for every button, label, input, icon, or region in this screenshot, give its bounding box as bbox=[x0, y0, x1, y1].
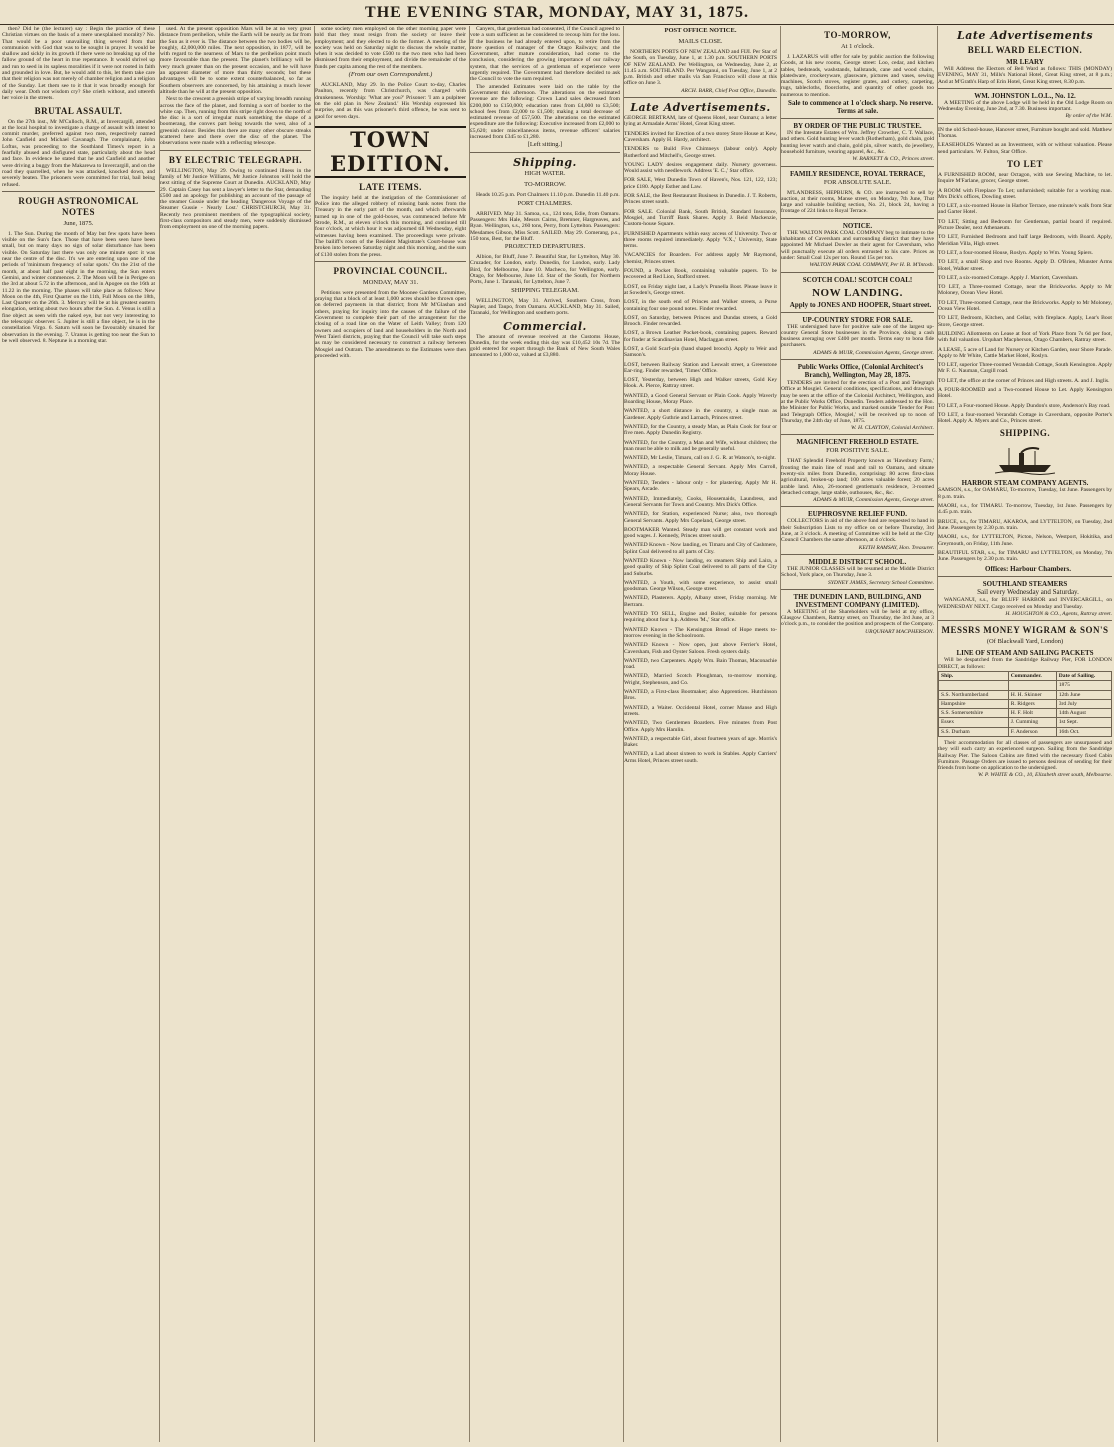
table-header: Commander. bbox=[1008, 671, 1056, 680]
middle-school-sign: SYDNEY JAMES, Secretary School Committee. bbox=[827, 579, 934, 586]
walton-notice-heading: NOTICE. bbox=[842, 221, 873, 230]
to-let-ad-text: TO LET, a Three-roomed Cottage, near the Brickworks. Apply to Mr Moloney, Ocean View Hotel. bbox=[938, 284, 1112, 297]
commercial-text: The amount of revenue received at the Customs House, Dunedin, for the week ending this day was £10,452 10s 7d. The gold entered for export through the Bank of New South Wales amounted to 1,000 oz, valued at £3,880. bbox=[470, 333, 620, 359]
lazarus-terms: Sale to commence at 1 o'clock sharp. No reserve. Terms at sale. bbox=[788, 99, 933, 116]
classified-ad-text: WANTED Known - Now open, just above Ferrier's Hotel, Caversham, Fish and Oyster Saloon. Fresh oysters daily. bbox=[624, 642, 777, 655]
to-let-ad bbox=[938, 284, 1112, 297]
classified-ad-text: WANTED, a Good General Servant or Plain Cook. Apply Waverly Boarding House, Moray Place. bbox=[624, 392, 777, 406]
steamer-ad bbox=[938, 519, 1112, 532]
walton-notice-text: THE WALTON PARK COAL COMPANY beg to intimate to the inhabitants of Caversham and surrounding district that they have appointed Mr Michael Dowler as their agent for Caversham, who will punctually execute all orders entrusted to his care. Prices as under: Small Coal 12s per ton. Round 15s per ton. bbox=[781, 229, 934, 261]
dunedin-land-sign: URQUHART MACPHERSON. bbox=[865, 628, 934, 635]
classified-ad-text: WANTED, a Youth, with some experience, to assist small goodsman. George Wilson, George street. bbox=[624, 579, 777, 593]
to-let-ad-text: TO LET, Bedroom, Kitchen, and Cellar, with fireplace. Apply, Lear's Boot Store, George street. bbox=[938, 315, 1112, 328]
classified-ad-text: FOR SALE. Colonial Bank, South British, Standard Insurance, Mosgiel, and Turriff Bank Shares. Apply J. Reid Mackenzie, Custom-house Square. bbox=[624, 208, 777, 228]
upcountry-store-text: THE undersigned have for positive sale one of the largest up-country General Store businesses in the Province, doing a cash business averaging over £400 per month. Terms easy to bona fide purchasers. bbox=[781, 323, 934, 349]
classified-ad bbox=[624, 115, 777, 128]
to-let-ad-text: TO LET, a small Shop and two Rooms. Apply D. O'Brien, Munster Arms Hotel, Walker street. bbox=[938, 259, 1112, 272]
column-1 bbox=[2, 26, 155, 1442]
table-cell: 14th August bbox=[1056, 709, 1111, 718]
to-let-ad bbox=[938, 172, 1112, 185]
to-let-ad-text: TO LET, a six-roomed Cottage. Apply J. Marriott, Caversham. bbox=[938, 274, 1079, 281]
classified-ad bbox=[624, 362, 777, 375]
steamer-ad bbox=[938, 534, 1112, 547]
table-cell: 12th June bbox=[1056, 690, 1111, 699]
divider bbox=[160, 150, 311, 151]
upcountry-store-sign: ADAMS & MUIR, Commission Agents, George street. bbox=[813, 349, 934, 356]
classified-ad bbox=[624, 162, 777, 175]
classified-ad bbox=[624, 330, 777, 343]
shipping-heading-2: SHIPPING. bbox=[999, 428, 1051, 439]
classified-ad-text: YOUNG LADY desires engagement daily. Nursery governess. Would assist with needlework. Address 'E. C.,' Star office. bbox=[624, 161, 777, 175]
classified-ad-text: WANTED, Immediately, Cooks, Housemaids, Laundress, and General Servants for Town and Country. Mrs Dick's Office. bbox=[624, 495, 777, 508]
steamer-ad-text: MAORI, s.s., for LYTTELTON, Picton, Nelson, Westport, Hokitika, and Greymouth, on Friday, 11th June. bbox=[938, 534, 1112, 547]
to-let-ad-text: A ROOM with Fireplace To Let; unfurnished; suitable for a working man. Mrs Dick's offices, Dowling street. bbox=[938, 187, 1112, 200]
classified-ad-text: WANTED, for the Country, a Man and Wife, without children; the man must be able to milk and be generally useful. bbox=[624, 439, 777, 452]
classified-ad bbox=[624, 542, 777, 555]
classified-ad-text: WANTED, Married Scotch Ploughman, to-morrow morning. Wright, Stephenson, and Co. bbox=[624, 673, 777, 686]
classified-ad-text: IN the old School-house, Hanover street, Furniture bought and sold. Matthew Thomas. bbox=[938, 126, 1112, 140]
family-residence-heading: FAMILY RESIDENCE, ROYAL TERRACE, bbox=[790, 169, 925, 178]
divider bbox=[938, 576, 1112, 577]
classified-ad bbox=[624, 346, 777, 359]
table-cell: R. Ridgers bbox=[1008, 699, 1056, 708]
classified-ad bbox=[624, 424, 777, 437]
port-chalmers-heading: PORT CHALMERS. bbox=[517, 199, 573, 207]
freehold-estate-sub: FOR POSITIVE SALE. bbox=[826, 447, 889, 455]
family-residence-sub: FOR ABSOLUTE SALE. bbox=[823, 178, 892, 186]
schedule-year: 1875 bbox=[1056, 681, 1111, 690]
table-cell: 16th Oct. bbox=[1056, 727, 1111, 736]
classified-ad bbox=[624, 705, 777, 718]
table-cell: H. F. Holt bbox=[1008, 709, 1056, 718]
classified-ad-text: LEASEHOLDS Wanted as an Investment, with or without valuation. Please send particulars. W. Fulton, Star Office. bbox=[938, 142, 1112, 155]
harbor-steam-list bbox=[938, 487, 1112, 562]
classified-ad bbox=[624, 511, 777, 524]
classified-ad-text: WANTED, a Waiter. Occidental Hotel, corner Manse and High streets. bbox=[624, 704, 777, 717]
auction-date: TO-MORROW, bbox=[824, 30, 891, 40]
divider bbox=[781, 554, 934, 555]
walton-notice-sign: WALTON PARK COAL COMPANY, Per H. B. M'Intosh. bbox=[809, 262, 934, 269]
dunedin-land-text: A MEETING of the Shareholders will be held at my office, Glasgow Chambers, Rattray street, on Thursday, the 3rd June, at 3 o'clock p.m., to consider the position and prospects of the Company. bbox=[781, 608, 934, 628]
classified-ad-text: TENDERS to Build Five Chimneys (labour only). Apply Rutherford and Mitchell's, George street. bbox=[624, 146, 777, 159]
to-let-ad bbox=[938, 412, 1112, 425]
projected-departures-heading: PROJECTED DEPARTURES. bbox=[504, 243, 586, 251]
line-heading: LINE OF STEAM AND SAILING PACKETS bbox=[956, 649, 1094, 658]
to-let-ad bbox=[938, 219, 1112, 232]
classified-ad bbox=[624, 284, 777, 297]
classified-ad bbox=[624, 408, 777, 421]
to-let-list bbox=[938, 172, 1112, 425]
dunedin-land-heading: THE DUNEDIN LAND, BUILDING, AND INVESTMENT COMPANY (LIMITED). bbox=[793, 592, 922, 609]
classified-ad-text: WANTED, Tenders - labour only - for plastering. Apply Mr H. Spears, Arcade. bbox=[624, 480, 777, 493]
masthead-title: THE EVENING STAR, MONDAY, MAY 31, 1875. bbox=[365, 4, 749, 21]
classified-ad bbox=[624, 464, 777, 477]
classified-ad bbox=[624, 673, 777, 686]
column-4 bbox=[469, 26, 620, 1442]
to-let-ad bbox=[938, 234, 1112, 247]
town-edition-heading: TOWN EDITION. bbox=[315, 126, 466, 178]
to-let-ad-text: TO LET, a four-roomed House, Roslyn. Apply to Wm. Young Spiers. bbox=[938, 249, 1093, 256]
to-let-ad-text: TO LET, Sitting and Bedroom for Gentleman, partial board if required. Picture Dealer, next Athenaeum. bbox=[938, 218, 1112, 232]
scotch-coal-heading: SCOTCH COAL! SCOTCH COAL! bbox=[802, 275, 913, 284]
divider bbox=[624, 97, 777, 98]
classified-ad-text: FOUND, a Pocket Book, containing valuable papers. To be recovered at Red Lion, Stafford street. bbox=[624, 268, 777, 281]
middle-school-heading: MIDDLE DISTRICT SCHOOL. bbox=[808, 557, 907, 566]
classified-ad-text: WANTED, a Lad about sixteen to work in Stables. Apply Carriers' Arms Hotel, Princes street south. bbox=[624, 751, 777, 764]
classified-ad bbox=[624, 627, 777, 640]
classified-ad-text: LOST, a Gold Scarf-pin (hand shaped brooch). Apply to Weir and Samson's. bbox=[624, 345, 777, 359]
port-chalmers-text: ARRIVED. May 31. Samoa, s.s., 124 tons, Edie, from Oamaru. Passengers: Mrs Hale, Messrs Cairns, Bremner, Hargreaves, and Ryan. Wellington, s.s., 260 tons, Perry, from Lyttelton. Passengers: Mesdames Gibson, Miss Scott. SAILED. May 29. Comerang, p.s., 150 tons, Best, for the Bluff. bbox=[470, 210, 620, 242]
public-works-text: TENDERS are invited for the erection of a Post and Telegraph Office at Mosgiel. General conditions, specifications, and drawings may be seen at the office of the Colonial Architect, Wellington, and at the Public Works Office, Dunedin. Tenders addressed to the Hon. the Minister for Public Works, and marked outside 'Tender for Post and Telegraph Office, Mosgiel,' will be received up to noon of Thursday, the 24th day of June, 1875. bbox=[781, 380, 934, 424]
auckland-news: AUCKLAND, May 29. In the Police Court to-day, Charles Paulton, recently from Christchurch, was charged with drunkenness. Worship: 'What are you?' Prisoner: 'I am a pulpiteer on the old plan in New Zealand.' His Worship expressed his surprise, and as this was prisoner's third offence, he was sent to gaol for seven days. bbox=[315, 82, 466, 120]
classified-ad-text: WANTED, Plasterers. Apply, Albany street, Friday morning. Mr Bertram. bbox=[624, 595, 777, 608]
brutal-assault-heading: BRUTAL ASSAULT. bbox=[34, 105, 123, 116]
brutal-assault-text: On the 27th inst., Mr M'Culloch, R.M., at Invercargill, attended at the local hospital to investigate a charge of assault with intent to commit murder, preferred against two men, respectively named John Canfield and Michael Cavanagh. The complainant, John Loftus, was proceeding to the Southland Times's report in a fearfully abused and disfigured state, particularly about the head and face. In evidence he stated that he and Canfield and another were driving a buggy from the Makarewa to Invercargill, and on the road they quarrelled, when he was attacked, knocked down, and severely beaten. The prisoners were committed for trial, bail being refused. bbox=[2, 118, 155, 188]
council-article-a: Canyers, that gentleman had consented, if the Council agreed to vote a sum sufficient as he considered to recoup him for the loss. If the business he had already entered upon, to retire from the more question of manager of the Otago Railways; and the Government, after mature consideration, had come to the conclusion, considering the growing importance of our railway system, that the services of a gentleman of experience were urgently required. The Government had therefore decided to ask the Council to vote the sum required. bbox=[470, 26, 620, 83]
classified-ad bbox=[624, 393, 777, 406]
classified-ad bbox=[624, 480, 777, 493]
southland-text: Sail every Wednesday and Saturday. bbox=[977, 588, 1079, 597]
lazarus-auction-text: J. LAZARUS will offer for sale by public auction the following Goods, at his new rooms, George street: Loo, cedar, and kitchen tables, bedsteads, washstands, hallstands, cane and wood chairs, platedware, crockeryware, glassware, pictures and vases, sewing machines, Scotch stoves, register grates, and cutlery, carpeting, rugs, tablecloths, floorcloths, and quantity of other goods too numerous to mention. bbox=[781, 54, 934, 98]
mars-article-a: used. At the present opposition Mars will be at no very great distance from perihelion, while the Earth will be nearly as far from the Sun as it ever is. The distance between the two bodies will be, roughly, 42,000,000 miles. The next opposition, in 1877, will be with regard to the nearness of Mars to the perihelion point much more favourable than the present. The planet's brilliancy will be very much greater than on the present occasion, and he will have an apparent diameter of more than thirty seconds; but these advantages will be to some extent counterbalanced, so far as Southern observers are concerned, by his attaining a much lower altitude than he will at the present opposition. bbox=[160, 26, 311, 95]
post-office-text: NORTHERN PORTS OF NEW ZEALAND and FIJI. Per Star of the South, on Tuesday, June 1, at 1.30 p.m. SOUTHERN PORTS OF NEW ZEALAND. Per Wellington, on Wednesday, June 2, at 11.45 a.m. SOUTHLAND. Per Wanganui, on Tuesday, June 1, at 2 p.m. British and other mails via San Francisco will close at this office on June 3. bbox=[624, 49, 777, 87]
money-wigram-text: Their accommodation for all classes of passengers are unsurpassed and they will each carry an experienced surgeon. Sailing from the Sandridge Railway Pier. The Saloon Cabins are fitted with the necessary fixed Cabin Furniture. Passage Orders are issued to persons desirous of sending for their friends from home on application to the undersigned. bbox=[938, 740, 1112, 772]
euphrosyne-sign: KEITH RAMSAY, Hon. Treasurer. bbox=[858, 544, 934, 551]
classified-ad bbox=[624, 527, 777, 540]
to-let-ad-text: TO LET, a six-roomed House in Harbor Terrace, one minute's walk from Star and Garter Hotel. bbox=[938, 203, 1112, 216]
classified-ad bbox=[624, 455, 777, 461]
classified-ad-text: WANTED, for the Country, a steady Man, as Plain Cook for four or five men. Apply Dunedin Registry. bbox=[624, 423, 777, 437]
column-2 bbox=[159, 26, 311, 1442]
astronomical-notes-date: June, 1875. bbox=[63, 219, 94, 227]
harbor-steam-heading: HARBOR STEAM COMPANY AGENTS. bbox=[961, 479, 1089, 488]
shipping-telegram-text: WELLINGTON, May 31. Arrived, Southern Cross, from Napier, and Taupo, from Oamaru. AUCKLAND, May 31. Sailed, Taranaki, for Wellington and southern ports. bbox=[470, 297, 620, 317]
to-let-ad bbox=[938, 387, 1112, 400]
classified-ad-text: WANTED, a First-class Bootmaker; also Apprentices. Hutchinson Bros. bbox=[624, 689, 777, 702]
society-article: some society men employed on the other morning paper were told that they must resign from the society or leave their employment; and they elected to do the former. A meeting of the society was held on Saturday night to discuss the whole matter, when it was decided to vote £500 to the two men who had been dismissed from their employment, and divide the remainder of the funds per capita among the rest of the members. bbox=[315, 26, 466, 70]
freehold-estate-sign: ADAMS & MUIR, Commission Agents, George street. bbox=[813, 497, 934, 504]
classified-ad-text: WANTED, a short distance in the country, a single man as Gardener. Apply Guthrie and Larnach, Princes street. bbox=[624, 408, 777, 421]
money-wigram-sub: (Of Blackwall Yard, London) bbox=[986, 638, 1064, 646]
to-let-ad bbox=[938, 188, 1112, 201]
leary-text: Will Address the Electors of Bell Ward as follows: THIS (MONDAY) EVENING, MAY 31, Mills's National Hotel, Great King street, at 8 p.m.; And at M'Grath's Harp of Erin Hotel, Great King street, 8.30 p.m. bbox=[938, 66, 1112, 85]
column-6 bbox=[780, 26, 934, 1442]
classified-ad bbox=[624, 611, 777, 624]
mars-article-b: Next to the crescent a greenish stripe of varying breadth running across the face of the planet, and forming a sort of border to the white cap. Then, running from this stripe right down to the north of the disc is a sort of irregular mark something the shape of a boomerang, the convex part being towards the west, also of a greenish colour. Besides this there are many other obscure streaks scattered here and there over the disc of the planet. The observations were made with a reflecting telescope. bbox=[160, 96, 311, 147]
classified-ad-text: WANTED, for Station, experienced Nurse; also, two thorough General Servants. Apply Mrs Copeland, George street. bbox=[624, 511, 777, 524]
classified-ad bbox=[624, 299, 777, 312]
post-office-sign: ARCH. BARR, Chief Post Office, Dunedin. bbox=[681, 87, 777, 94]
euphrosyne-heading: EUPHROSYNE RELIEF FUND. bbox=[807, 510, 908, 519]
to-let-ad bbox=[938, 378, 1112, 384]
high-water-times: Heads 10.25 p.m. Port Chalmers 11.10 p.m. Dunedin 11.40 p.m. bbox=[476, 192, 620, 199]
money-wigram-heading: MESSRS MONEY WIGRAM & SON'S bbox=[941, 625, 1109, 636]
divider bbox=[781, 506, 934, 507]
table-cell: J. Cumming bbox=[1008, 718, 1056, 727]
classified-ad bbox=[624, 736, 777, 749]
columns bbox=[0, 26, 1114, 1447]
divider bbox=[781, 359, 934, 360]
divider bbox=[781, 166, 934, 167]
classified-ad bbox=[624, 642, 777, 655]
divider bbox=[781, 589, 934, 590]
classified-ad bbox=[624, 377, 777, 390]
classified-ad bbox=[624, 440, 777, 453]
steamship-icon bbox=[995, 443, 1055, 475]
classified-ad-text: WANTED, two Carpenters. Apply Wm. Bain Thomas, Maconachie road. bbox=[624, 657, 777, 671]
classified-ads-list bbox=[624, 115, 777, 764]
column-7 bbox=[937, 26, 1112, 1442]
high-water-heading: HIGH WATER. bbox=[524, 170, 566, 178]
to-let-ad bbox=[938, 250, 1112, 256]
classified-ad-text: WANTED Known - Now landing, ex Timaru and City of Cashmere, Splint Coal delivered to all parts of City. bbox=[624, 542, 777, 555]
column-3 bbox=[314, 26, 466, 1442]
late-items-text: The inquiry held at the instigation of the Commissioner of Police into the alleged robbery of missing bank notes from the Treasury in the early part of the month, and which afterwards turned up in one of the gold-boxes, was commenced before Mr Strode, R.M., at eleven o'clock this morning, and continued till four o'clock, at which hour it was adjourned till Wednesday, eight witnesses having been examined. The proceedings were private. The bailiff's room of the Resident Magistrate's Court-house was broken into between Saturday night and this morning, and the sum of £130 stolen from the press. bbox=[315, 194, 466, 258]
freehold-estate-heading: MAGNIFICENT FREEHOLD ESTATE. bbox=[796, 438, 919, 447]
divider bbox=[938, 123, 1112, 124]
late-advertisements-heading: Late Advertisements. bbox=[630, 101, 771, 115]
table-cell: H. H. Skinner bbox=[1008, 690, 1056, 699]
sailing-schedule-rows bbox=[939, 681, 1112, 737]
to-let-ad-text: TO LET, the office at the corner of Princes and High streets. A. and J. Inglis. bbox=[938, 377, 1110, 384]
provincial-council-text: Petitions were presented from the Moonee Gardens Committee, praying that a block of at least 1,000 acres should be thrown open on deferred payments in that district; from Mr M'Glashan and others, praying for inquiry into the causes of the failure of the Government to complete their part of the arrangement for the closing of a road line on the Water of Leith Valley; from 120 owners and occupiers of land and householders in the North and West Taieri districts, praying that the Council will take such steps as may be considered necessary to construct a railway between Mosgiel and Outram. The amendments to the Estimates were then proceeded with. bbox=[315, 289, 466, 359]
classified-ad-text: TENDERS invited for Erection of a two storey Store House at Kew, Caversham. Apply H. Hardy, architect. bbox=[624, 130, 777, 143]
classified-ad-text: FOR SALE, the Best Restaurant Business in Dunedin. J. T. Roberts, Princes street south. bbox=[624, 193, 777, 206]
provincial-council-heading: PROVINCIAL COUNCIL. bbox=[333, 265, 448, 276]
table-row bbox=[939, 699, 1112, 708]
wanganui-text: WANGANUI, s.s., for BLUFF HARBOR and INVERCARGILL, on WEDNESDAY NEXT. Cargo received on Monday and Tuesday. bbox=[938, 597, 1112, 610]
table-cell: S.S. Somersetshire bbox=[939, 709, 1009, 718]
table-row bbox=[939, 690, 1112, 699]
to-let-ad bbox=[938, 203, 1112, 216]
southland-heading: SOUTHLAND STEAMERS bbox=[982, 580, 1068, 589]
classified-ad-text: GEORGE BERTRAM, late of Queens Hotel, near Oamaru; a letter lying at Armadale Arms' Hotel, Great King street. bbox=[624, 115, 777, 128]
public-trustee-heading: BY ORDER OF THE PUBLIC TRUSTEE. bbox=[793, 122, 922, 131]
divider bbox=[781, 312, 934, 313]
middle-school-text: THE JUNIOR CLASSES will be resumed at the Middle District School, York place, on Thursday, June 3. bbox=[781, 565, 934, 579]
classified-ad bbox=[624, 751, 777, 764]
table-cell: Hampshire bbox=[939, 699, 1009, 708]
classified-ad bbox=[624, 209, 777, 228]
money-wigram-sign: W. P. WHITE & CO., 10, Elizabeth street south, Melbourne. bbox=[977, 772, 1112, 779]
classified-ad bbox=[624, 177, 777, 190]
to-let-heading: TO LET bbox=[1006, 158, 1044, 169]
table-row bbox=[939, 709, 1112, 718]
classified-ad-text: FURNISHED Apartments within easy access of University. Two or three rooms required immediately. Apply 'V.X.,' University, State terms. bbox=[624, 230, 777, 250]
classified-ad-text: WANTED, Two Gentlemen Boarders. Five minutes from Post Office. Apply Mrs Hamlin. bbox=[624, 720, 777, 733]
classified-ad-text: LOST, Yesterday, between High and Walker streets, Gold Key Hook. A. Pierce, Rattray street. bbox=[624, 377, 777, 390]
classified-ad-text: VACANCIES for Boarders. For address apply Mr Raymond, chemist, Princes street. bbox=[624, 252, 777, 265]
now-landing-heading: NOW LANDING. bbox=[812, 286, 903, 299]
upcountry-store-heading: UP-COUNTRY STORE FOR SALE. bbox=[802, 315, 913, 324]
classified-ad bbox=[624, 580, 777, 593]
public-trustee-text: IN the Intestate Estates of Wm. Jeffrey Crowther, C. T. Wallace, and others. Gold hunting lever watch (Rotherham), gold chain, gold hunting lever watch and chain, gold pin, silver watch, do jewellery, household furniture, wearing apparel, &c., &c. bbox=[781, 130, 934, 155]
to-let-ad-text: A LEASE, 5 acre of Land for Nursery or Kitchen Garden, near Shore Parade. Apply to Mr White, Cattle Market Hotel, Roslyn. bbox=[938, 346, 1112, 359]
classified-ad bbox=[938, 127, 1112, 140]
freehold-estate-text: THAT Splendid Freehold Property known as 'Hawsbury Farm,' fronting the main line of road and rail to Oamaru, and situate twenty-six miles from Dunedin, comprising: 80 acres first-class agricultural, broken-up land; 100 acres valuable forest; 20 acres arable land. Also, 26-roomed gentleman's residence, 3-roomed detached cottage, large stable, outhouses, &c., &c. bbox=[781, 458, 934, 496]
classified-ad bbox=[624, 146, 777, 159]
to-let-ad-text: TO LET, a four-roomed Verandah Cottage in Caversham, opposite Porter's Hotel. Apply A. Myers and Co., Princes street. bbox=[938, 411, 1112, 425]
divider bbox=[315, 261, 466, 262]
to-let-ad-text: TO LET, Three-roomed Cottage, near the Brickworks. Apply to Mr Moloney, Ocean View Hotel. bbox=[938, 299, 1112, 313]
divider bbox=[2, 191, 155, 192]
divider bbox=[938, 620, 1112, 621]
to-let-ad-text: BUILDING Allotments on Lease at foot of York Place from 7s 6d per foot, with full valuation. Urquhart Macpherson, Otago Chambers, Rattray street. bbox=[938, 330, 1112, 344]
to-let-ad-text: TO LET, superior Three-roomed Verandah Cottage, South Kensington. Apply Mr F. G. Nauman, Cargill road. bbox=[938, 362, 1112, 375]
steamer-ad-text: SAMSON, s.s., for OAMARU, To-morrow, Tuesday, 1st June. Passengers by 8 p.m. train. bbox=[938, 487, 1112, 500]
to-let-ad-text: TO LET, Furnished Bedroom and half large Bedroom, with Board. Apply, Meridian Villa, High street. bbox=[938, 234, 1112, 247]
mails-close-heading: MAILS CLOSE. bbox=[678, 38, 723, 45]
divider bbox=[781, 272, 934, 273]
astronomical-notes-heading: ROUGH ASTRONOMICAL NOTES bbox=[18, 195, 139, 217]
shipping-heading: Shipping. bbox=[513, 156, 577, 170]
public-works-heading: Public Works Office, (Colonial Architect's Branch), Wellington, May 28, 1875. bbox=[797, 363, 924, 380]
high-water-sub: TO-MORROW. bbox=[524, 181, 566, 189]
classified-ad-text: LOST, a Brown Leather Pocket-book, containing papers. Reward for finder at Scandinavian Hotel, Maclaggan street. bbox=[624, 330, 777, 343]
steamer-ad-text: BEAUTIFUL STAR, s.s., for TIMARU and LYTTELTON, on Monday, 7th June. Passengers by 2.30 p.m. train. bbox=[938, 549, 1112, 563]
table-header: Ship. bbox=[939, 671, 1009, 680]
table-row bbox=[939, 727, 1112, 736]
classified-ad-text: WANTED TO SELL, Engine and Boiler, suitable for persons requiring about four h.p. Address 'M.,' Star office. bbox=[624, 611, 777, 624]
classified-ad-text: BOOTMAKER Wanted. Steady man will get constant work and good wages. J. Kennedy, Princes street south. bbox=[624, 526, 777, 540]
line-text: Will be despatched from the Sandridge Railway Pier, FOR LONDON DIRECT, as follows: bbox=[938, 657, 1112, 670]
classified-ad-text: WANTED, a respectable Girl, about fourteen years of age. Morris's Baker. bbox=[624, 735, 777, 749]
column-5 bbox=[623, 26, 777, 1442]
classified-ad bbox=[624, 131, 777, 144]
table-cell: S.S. Northumberland bbox=[939, 690, 1009, 699]
commercial-heading: Commercial. bbox=[503, 319, 587, 333]
electric-telegraph-text: WELLINGTON, May 29. Owing to continued illness in the family of Mr Justice Williams, Mr Justice Johnston will hold the next sitting of the Supreme Court at Dunedin. AUCKLAND, May 29. Captain Casey has sent a lawyer's letter to the Star, demanding £500 and an apology for publishing an account of the passage of the steamer Gussie under the heading 'Dangerous Voyage of the Steamer Gussie - Nearly Lost.' CHRISTCHURCH, May 31. Recently two prominent members of the typographical society, first-class compositors and steady men, were suddenly dismissed from employment on one of the morning papers. bbox=[160, 167, 311, 231]
table-header: Date of Sailing. bbox=[1056, 671, 1111, 680]
to-let-ad bbox=[938, 403, 1112, 409]
provincial-council-date: MONDAY, MAY 31. bbox=[362, 278, 419, 286]
table-cell: 1st Sept. bbox=[1056, 718, 1111, 727]
to-let-ad-text: A FOUR-ROOMED and a Two-roomed House to Let. Apply Kensington Hotel. bbox=[938, 386, 1112, 400]
late-items-heading: LATE ITEMS. bbox=[359, 181, 422, 192]
left-sitting: [Left sitting.] bbox=[527, 141, 563, 149]
projected-departures-text: Albion, for Bluff, June 7. Beautiful Star, for Lyttelton, May 30. Cruzader, for London, early. Dunedin, for London, early. Lady Bird, for Melbourne, June 10. Macheco, for Wellington, early. Otago, for Melbourne, June 14. Star of the South, for Northern Ports, June 1. Taranaki, for Lyttelton, June 7. bbox=[470, 254, 620, 286]
shipping-telegram-heading: SHIPPING TELEGRAM. bbox=[511, 286, 579, 294]
euphrosyne-text: COLLECTORS in aid of the above fund are requested to hand in their Subscription Lists to my office on or before Thursday, 3rd June, at 3 o'clock. A meeting of Committee will be held at the City Council Chambers the same afternoon, at 4 o'clock. bbox=[781, 518, 934, 544]
late-advertisements-heading-2: Late Advertisements bbox=[956, 29, 1094, 42]
classified-ad bbox=[624, 720, 777, 733]
divider bbox=[470, 152, 620, 153]
divider bbox=[781, 118, 934, 119]
classified-ad bbox=[624, 193, 777, 206]
classified-ad bbox=[624, 268, 777, 281]
steamer-ad-text: MAORI, s.s., for TIMARU. To-morrow, Tuesday, 1st June. Passengers by 4.45 p.m. train. bbox=[938, 503, 1112, 516]
classified-ad bbox=[624, 558, 777, 577]
classified-ad-text: FOR SALE, West Dunedin Town of Haven's, Nos. 121, 122, 123; price £180. Apply Esther and Law. bbox=[624, 177, 777, 190]
table-cell: Essex bbox=[939, 718, 1009, 727]
classified-ad bbox=[624, 496, 777, 509]
classified-ad-text: WANTED Known - Now landing, ex steamers Ship and Laira, a good quality of Ship Splint Coal delivered to all parts of the City and Suburbs. bbox=[624, 558, 777, 577]
table-cell: S.S. Durham bbox=[939, 727, 1009, 736]
to-let-ad bbox=[938, 300, 1112, 313]
steamer-ad bbox=[938, 550, 1112, 563]
table-row bbox=[939, 718, 1112, 727]
to-let-ad bbox=[938, 259, 1112, 272]
jones-hooper-text: Apply to JONES AND HOOPER, Stuart street. bbox=[789, 300, 932, 309]
classified-ad bbox=[624, 315, 777, 328]
to-let-ad bbox=[938, 347, 1112, 360]
harbor-steam-sign: Offices: Harbour Chambers. bbox=[985, 565, 1071, 574]
misc-ads-list bbox=[938, 127, 1112, 155]
classified-ad-text: WANTED, Mr Leslie, Timaru, call on J. G. R. at Watson's, to-night. bbox=[624, 455, 776, 462]
houghton-sign: H. HOUGHTON & CO., Agents, Rattray street. bbox=[1005, 611, 1112, 618]
classified-ad bbox=[624, 689, 777, 702]
divider bbox=[938, 88, 1112, 89]
sailing-schedule-table bbox=[938, 671, 1112, 737]
classified-ad bbox=[624, 595, 777, 608]
electric-telegraph-heading: BY ELECTRIC TELEGRAPH. bbox=[168, 154, 303, 165]
to-let-ad-text: A FURNISHED ROOM, near Octagon, with use Sewing Machine, to let. Inquire M'Farlane, grocer, George street. bbox=[938, 171, 1112, 185]
astronomical-notes-text: 1. The Sun. During the month of May but few spots have been visible on the Sun's face. Those that have been seen have been small, but on many days no sign of solar disturbance has been visible. On Saturday last there was only one minute spot: it was near the centre of the disc. It's we are entering upon one of the periods of 'minimum frequency of solar spots.' On the 21st of the month, at about half past eight in the morning, the Sun enters Gemini, and winter commences. 2. The Moon will be in Perigee on the 3rd at about 5.72 in the afternoon, and in Apogee on the 16th at 11.22 in the morning. The phases will take place as follows: New Moon on the 4th, First Quarter on the 11th, Full Moon on the 18th, Last Quarter on the 26th. 3. Mercury will be at his greatest eastern elongation, setting about two hours after the Sun. 4. Venus is still a fine object as seen with the naked eye, but not very interesting to the telescopic observer. 5. Jupiter is still a fine object, he is in the constellation Virgo. 6. Saturn will soon be favourably situated for observation in the evening. 7. Uranus is getting too near the Sun to be well observed. 8. Neptune is a morning star. bbox=[2, 230, 155, 344]
auction-time: At 1 o'clock. bbox=[840, 43, 875, 50]
steamer-ad bbox=[938, 487, 1112, 500]
classified-ad bbox=[938, 142, 1112, 155]
classified-ad-text: WANTED Known - The Kensington Bread of Hope meets to-morrow evening in the Schoolroom. bbox=[624, 626, 777, 639]
classified-ad bbox=[624, 231, 777, 250]
classified-ad-text: LOST, on Friday night last, a Lady's Prunella Boot. Please leave it at Sowden's, George street. bbox=[624, 283, 777, 296]
leary-name: MR LEARY bbox=[1006, 58, 1044, 66]
table-cell: 3rd July bbox=[1056, 699, 1111, 708]
classified-ad bbox=[624, 658, 777, 671]
bell-ward-heading: BELL WARD ELECTION. bbox=[967, 45, 1083, 55]
lodge-sign: By order of the W.M. bbox=[1065, 113, 1112, 120]
classified-ad bbox=[624, 252, 777, 265]
post-office-heading: POST OFFICE NOTICE. bbox=[664, 27, 737, 34]
lodge-heading: WM. JOHNSTON L.O.L., No. 12. bbox=[974, 91, 1076, 100]
steamer-ad-text: BRUCE, s.s., for TIMARU, AKAROA, and LYTTELTON, on Tuesday, 2nd June. Passengers by 2.30 p.m. train. bbox=[938, 518, 1112, 531]
council-article-b: The amended Estimates were laid on the table by the Government this afternoon. The alterations on the estimated revenue are the following: Crown Land sales decreased from £200,000 to £150,000; education rates from £4,000 to £3,500; school fees from £2,000 to £1,500; making a total decrease of estimated revenue of £57,500. The alterations on the estimated expenditure are the following: Executive increased from £2,000 to £5,620; under miscellaneous items, revenue officers' salaries increased from £345 to £1,280. bbox=[470, 83, 620, 141]
article-continuation: then? Did he (the lecturer) say : Begin the practice of these Christian virtues on the basis of a mere unexplained morality? No. That would be a poor unavailing thing severed from that communion with God that was to be sought in prayer. It would be shallow and sickly in its growth if there were no breaking up of the fallow ground of the heart in true repentance. It would shrivel up and run to seed in its sapless moralities if it were not rooted in faith and grounded in love. But, he would add to this, let them take care that their religion was not merely of chamber religion and a religion of the Sunday. Let them see to it that it was broadly enough for daily wear. Doth not wisdom cry? She crieth without, and uttereth her voice in the streets. bbox=[2, 26, 155, 102]
table-cell: F. Anderson bbox=[1008, 727, 1056, 736]
to-let-ad bbox=[938, 331, 1112, 344]
classified-ad-text: LOST, in the south end of Princes and Walker streets, a Purse containing four one pound notes. Finder rewarded. bbox=[624, 299, 777, 312]
public-works-sign: W. H. CLAYTON, Colonial Architect. bbox=[851, 425, 934, 432]
classified-ad-text: LOST, between Railway Station and Leswalt street, a Greenstone Ear-ring. Finder rewarded, 'Times' Office. bbox=[624, 361, 777, 374]
to-let-ad bbox=[938, 315, 1112, 328]
classified-ad-text: WANTED, a respectable General Servant. Apply Mrs Carroll, Moray House. bbox=[624, 464, 777, 477]
public-trustee-sign: W. BARNETT & CO., Princes street. bbox=[852, 156, 934, 163]
correspondent-line: (From our own Correspondent.) bbox=[348, 71, 433, 79]
divider bbox=[781, 218, 934, 219]
masthead bbox=[0, 0, 1114, 25]
to-let-ad-text: TO LET, a Four-roomed House. Apply Dundon's store, Anderson's Bay road. bbox=[938, 402, 1111, 409]
divider bbox=[781, 434, 934, 435]
to-let-ad bbox=[938, 362, 1112, 375]
classified-ad-text: LOST, on Saturday, between Princes and Dundas streets, a Gold Brooch. Finder rewarded. bbox=[624, 314, 777, 328]
to-let-ad bbox=[938, 275, 1112, 281]
steamer-ad bbox=[938, 503, 1112, 516]
lodge-text: A MEETING of the above Lodge will be held in the Old Lodge Room on Wednesday Evening, June 2nd, at 7.30. Business important. bbox=[938, 99, 1112, 113]
family-residence-text: M'LANDRESS, HEPBURN, & CO. are instructed to sell by auction, at their rooms, Manse street, on Monday, 7th June, That large and valuable building section, No. 21, block 24, having a frontage of 224 links to Royal Terrace. bbox=[781, 189, 934, 215]
